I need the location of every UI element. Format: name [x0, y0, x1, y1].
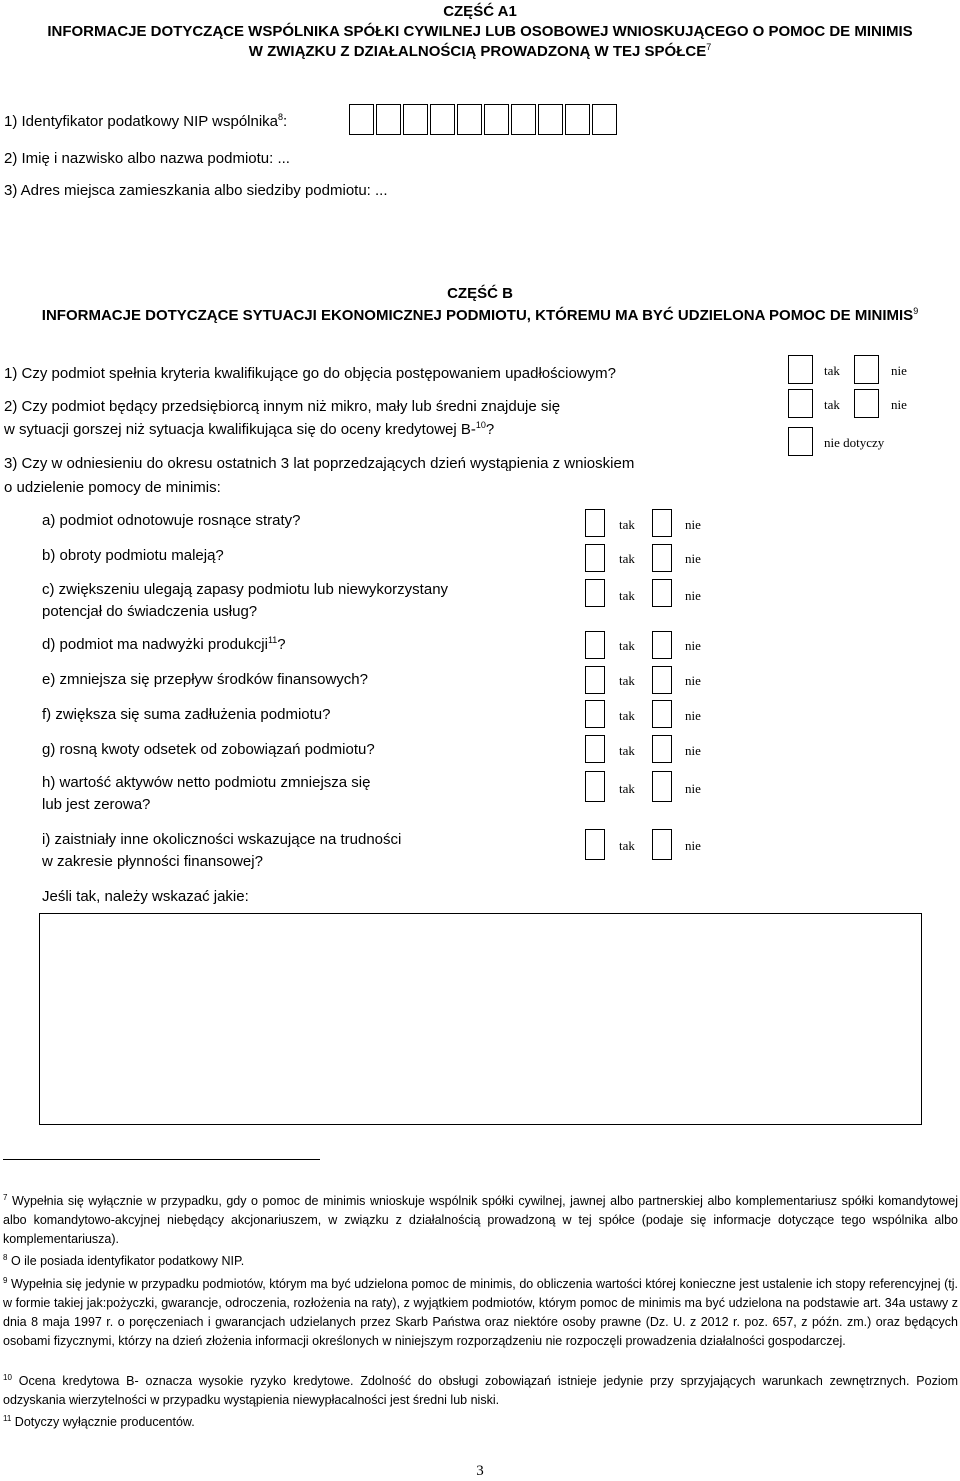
sub-i-no-checkbox[interactable] [652, 829, 672, 860]
footnote-11: $^{11}$ Dotyczy wyłącznie producentów. [3, 1414, 195, 1429]
part-b-title: CZĘŚĆ B [447, 285, 513, 302]
sub-a-no-checkbox[interactable] [652, 509, 672, 537]
question-1: 1) Czy podmiot spełnia kryteria kwalifikujące go do objęcia postępowaniem upadłościowym? [4, 365, 616, 382]
sub-d-no-checkbox[interactable] [652, 631, 672, 659]
sub-h-no-label: nie [685, 781, 701, 796]
q2-na-label: nie dotyczy [824, 435, 885, 450]
sub-d-yes-label: tak [619, 638, 635, 653]
footnote-ref-11: 11 [267, 635, 278, 645]
sub-i-no-label: nie [685, 838, 701, 853]
nip-digit-box[interactable] [403, 104, 428, 135]
sub-e-no-checkbox[interactable] [652, 666, 672, 694]
nip-digit-box[interactable] [592, 104, 617, 135]
sub-g-no-checkbox[interactable] [652, 735, 672, 763]
sub-question-c-line1: c) zwiększeniu ulegają zapasy podmiotu lub niewykorzystany [42, 581, 449, 598]
sub-i-yes-checkbox[interactable] [585, 829, 605, 860]
question-2-line1: 2) Czy podmiot będący przedsiębiorcą innym niż mikro, mały lub średni znajduje się [4, 398, 561, 415]
sub-question-c-line2: potencjał do świadczenia usług? [42, 603, 258, 620]
sub-question-f: f) zwiększa się suma zadłużenia podmiotu? [42, 706, 331, 723]
q2-yes-checkbox[interactable] [788, 389, 813, 418]
sub-g-yes-label: tak [619, 743, 635, 758]
q1-yes-label: tak [824, 363, 840, 378]
sub-a-yes-label: tak [619, 517, 635, 532]
footnote-10: $^{10}$ Ocena kredytowa B- oznacza wysokie ryzyko kredytowe. Zdolność do obsługi zobowiązań istnieje jedynie przy sprzyjających warunkach zewnętrznych. Poziom odzyskania wierzytelności w przypadku wystąpienia niewypłacalności jest średni lub niski. [3, 1373, 958, 1407]
sub-h-yes-checkbox[interactable] [585, 771, 605, 802]
footnote-7: $^7$ Wypełnia się wyłącznie w przypadku, gdy o pomoc de minimis wnioskuje wspólnik spółki cywilnej, jawnej albo partnerskiej albo komplementariusz spółki komandytowej albo komandytowo-akcyjnej niebędący akcjonariuszem, w związku z działalnością prowadzoną w tej spółce (podaje się informacje dotyczące tego wspólnika albo komplementariusza). [3, 1193, 958, 1246]
footnote-ref-7: 7 [706, 42, 712, 52]
sub-h-yes-label: tak [619, 781, 635, 796]
sub-e-no-label: nie [685, 673, 701, 688]
sub-question-h-line2: lub jest zerowa? [42, 796, 151, 813]
sub-question-i-line2: w zakresie płynności finansowej? [42, 853, 263, 870]
q1-yes-checkbox[interactable] [788, 355, 813, 384]
sub-c-yes-label: tak [619, 588, 635, 603]
sub-b-yes-checkbox[interactable] [585, 544, 605, 572]
sub-question-h-line1: h) wartość aktywów netto podmiotu zmniejsza się [42, 774, 371, 791]
sub-i-yes-label: tak [619, 838, 635, 853]
name-field[interactable]: 2) Imię i nazwisko albo nazwa podmiotu: ... [4, 150, 290, 167]
sub-b-no-checkbox[interactable] [652, 544, 672, 572]
sub-f-no-label: nie [685, 708, 701, 723]
sub-g-yes-checkbox[interactable] [585, 735, 605, 763]
q2-yes-label: tak [824, 397, 840, 412]
q2-na-checkbox[interactable] [788, 427, 813, 456]
question-3-line1: 3) Czy w odniesieniu do okresu ostatnich 3 lat poprzedzających dzień wystąpienia z wnioskiem [4, 455, 635, 472]
nip-label: 1) Identyfikator podatkowy NIP wspólnika$^8$: [4, 112, 288, 130]
sub-question-i-line1: i) zaistniały inne okoliczności wskazujące na trudności [42, 831, 402, 848]
sub-f-no-checkbox[interactable] [652, 700, 672, 728]
sub-f-yes-checkbox[interactable] [585, 700, 605, 728]
question-3-line2: o udzielenie pomocy de minimis: [4, 479, 221, 496]
nip-digit-box[interactable] [484, 104, 509, 135]
question-2-line2: w sytuacji gorszej niż sytuacja kwalifikująca się do oceny kredytowej B-$^{10}$? [4, 420, 495, 438]
footnote-separator [3, 1159, 320, 1160]
q1-no-label: nie [891, 363, 907, 378]
sub-a-no-label: nie [685, 517, 701, 532]
sub-c-no-label: nie [685, 588, 701, 603]
q1-no-checkbox[interactable] [854, 355, 879, 384]
sub-h-no-checkbox[interactable] [652, 771, 672, 802]
sub-f-yes-label: tak [619, 708, 635, 723]
sub-question-d: d) podmiot ma nadwyżki produkcji$^{11}$? [42, 635, 286, 653]
part-a-heading [0, 43, 960, 60]
nip-digit-box[interactable] [511, 104, 536, 135]
sub-a-yes-checkbox[interactable] [585, 509, 605, 537]
sub-e-yes-checkbox[interactable] [585, 666, 605, 694]
details-textarea[interactable] [39, 913, 922, 1125]
sub-question-g: g) rosną kwoty odsetek od zobowiązań podmiotu? [42, 741, 375, 758]
footnote-ref-8: 8 [278, 112, 284, 122]
footnote-8: $^8$ O ile posiada identyfikator podatkowy NIP. [3, 1253, 245, 1268]
nip-digit-box[interactable] [349, 104, 374, 135]
if-yes-label: Jeśli tak, należy wskazać jakie: [42, 888, 249, 905]
sub-g-no-label: nie [685, 743, 701, 758]
footnote-ref-10: 10 [475, 420, 486, 430]
sub-e-yes-label: tak [619, 673, 635, 688]
sub-question-e: e) zmniejsza się przepływ środków finansowych? [42, 671, 368, 688]
part-a-title: CZĘŚĆ A1 [443, 3, 517, 20]
sub-d-no-label: nie [685, 638, 701, 653]
sub-c-yes-checkbox[interactable] [585, 579, 605, 607]
nip-digit-box[interactable] [430, 104, 455, 135]
q2-no-label: nie [891, 397, 907, 412]
part-b-heading: INFORMACJE DOTYCZĄCE SYTUACJI EKONOMICZNEJ PODMIOTU, KTÓREMU MA BYĆ UDZIELONA POMOC DE MINIMIS$^9$ [41, 306, 919, 324]
nip-digit-box[interactable] [376, 104, 401, 135]
q2-no-checkbox[interactable] [854, 389, 879, 418]
sub-b-no-label: nie [685, 551, 701, 566]
address-field[interactable]: 3) Adres miejsca zamieszkania albo siedziby podmiotu: ... [4, 182, 388, 199]
part-a-heading-line1: INFORMACJE DOTYCZĄCE WSPÓLNIKA SPÓŁKI CYWILNEJ LUB OSOBOWEJ WNIOSKUJĄCEGO O POMOC DE MINIMIS [47, 23, 913, 40]
sub-question-a: a) podmiot odnotowuje rosnące straty? [42, 512, 301, 529]
part-a-heading-line2: W ZWIĄZKU Z DZIAŁALNOŚCIĄ PROWADZONĄ W TEJ SPÓŁCE [248, 43, 707, 60]
sub-question-b: b) obroty podmiotu maleją? [42, 547, 224, 564]
nip-digit-box[interactable] [565, 104, 590, 135]
footnote-9: $^9$ Wypełnia się jedynie w przypadku podmiotów, którym ma być udzielona pomoc de minimis, do obliczenia wartości której konieczne jest ustalenie ich stopy referencyjnej (tj. w formie takiej jak:pożyczki, gwarancje, odroczenia, rozłożenia na raty), z wyjątkiem podmiotów, którym pomoc de minimis ma być udzielona na podstawie art. 34a ustawy z dnia 8 maja 1997 r. o poręczeniach i gwarancjach udzielanych przez Skarb Państwa oraz niektóre osoby prawne (Dz. U. z 2012 r. poz. 657, z późn. zm.) oraz będących osobami fizycznymi, którzy na dzień złożenia informacji określonych w niniejszym rozporządzeniu nie rozpoczęli prowadzenia działalności gospodarczej. [3, 1276, 958, 1348]
nip-digit-box[interactable] [457, 104, 482, 135]
sub-d-yes-checkbox[interactable] [585, 631, 605, 659]
sub-b-yes-label: tak [619, 551, 635, 566]
page-number: 3 [476, 1463, 484, 1479]
nip-digit-box[interactable] [538, 104, 563, 135]
footnote-ref-9: 9 [913, 306, 919, 316]
sub-c-no-checkbox[interactable] [652, 579, 672, 607]
